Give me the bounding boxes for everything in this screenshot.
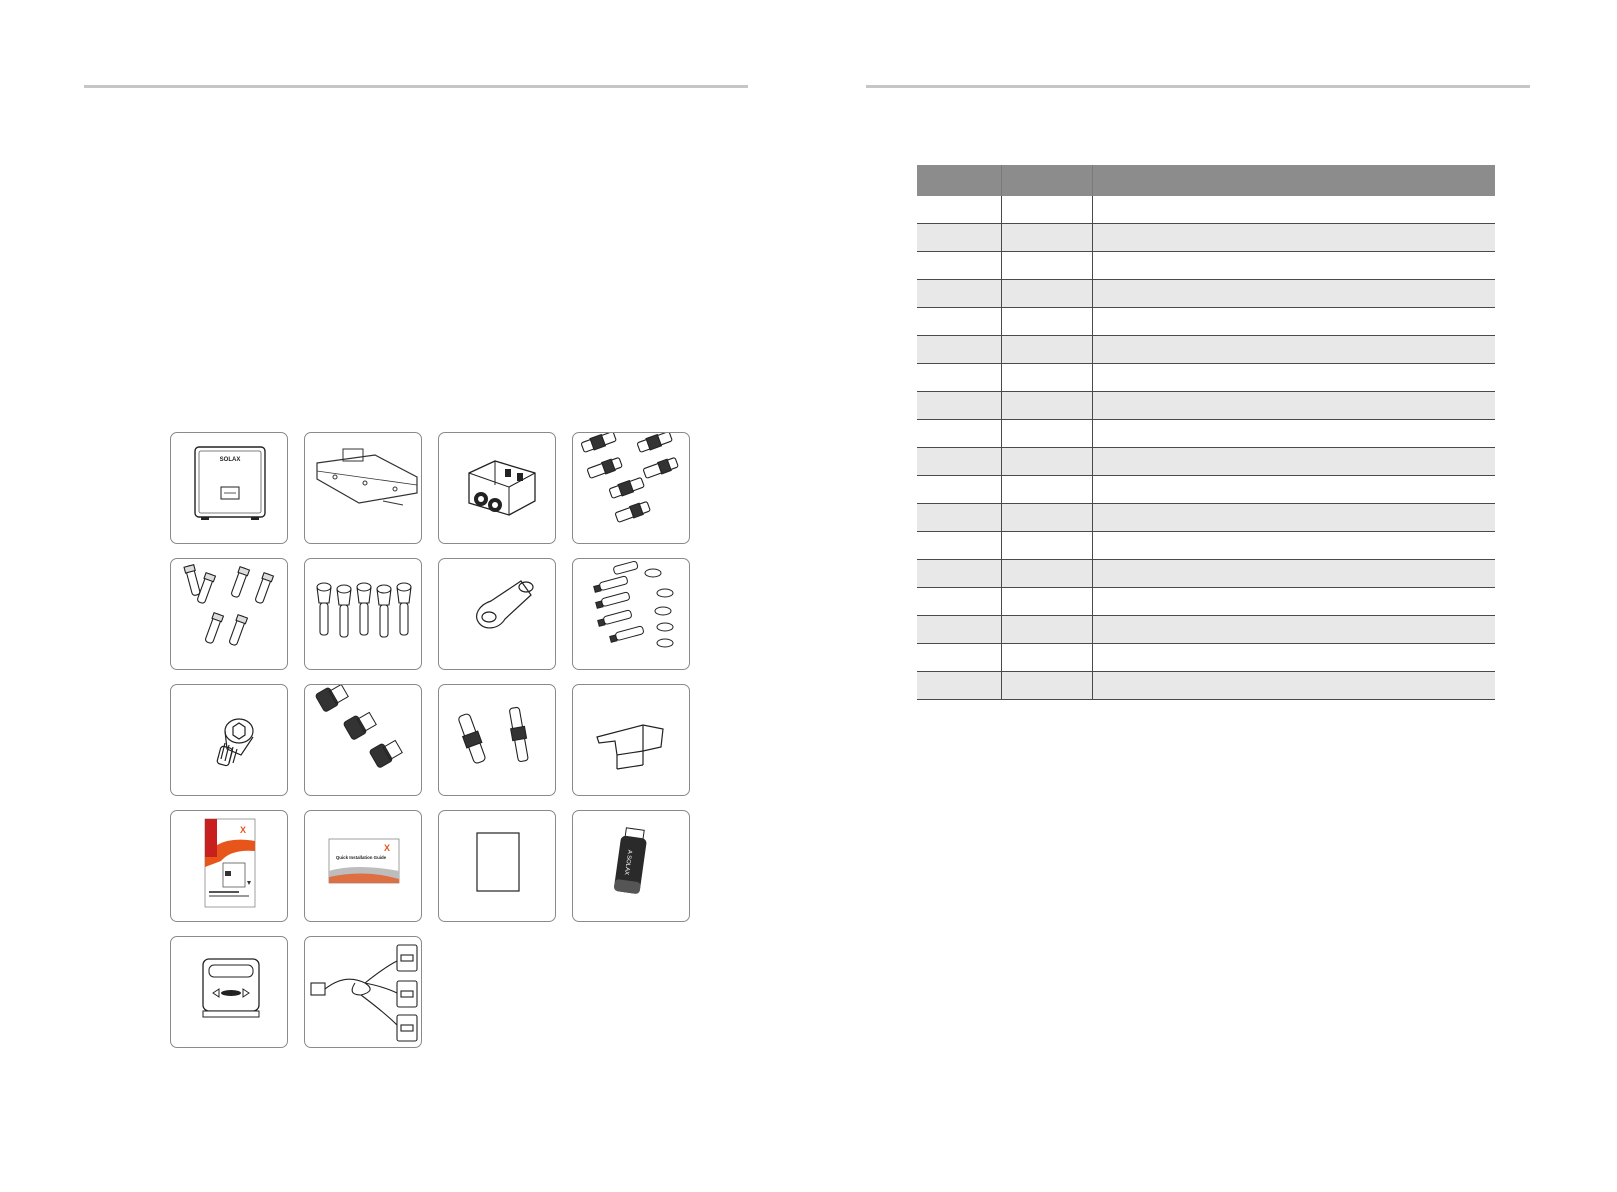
table-cell (1001, 588, 1092, 616)
table-cell (1092, 420, 1495, 448)
inverter-badge: SOLAX (219, 457, 241, 463)
quick-guide-icon (305, 811, 422, 922)
tile-cord-end-terminals (304, 558, 422, 670)
table-cell (917, 560, 1001, 588)
document-sheet-icon (439, 811, 556, 922)
table-cell (1001, 252, 1092, 280)
table-cell (917, 532, 1001, 560)
table-header-cell (1001, 165, 1092, 196)
table-row (917, 336, 1495, 364)
table-cell (1001, 196, 1092, 224)
table-cell (1092, 616, 1495, 644)
table-cell (1001, 448, 1092, 476)
table-cell (1092, 252, 1495, 280)
ring-terminal-icon (439, 559, 556, 670)
tile-dongle-connectors (438, 684, 556, 796)
table-cell (917, 224, 1001, 252)
packing-list-table (917, 165, 1495, 700)
tile-doc-sheet (438, 810, 556, 922)
table-row (917, 308, 1495, 336)
tile-pv-pin-contacts (170, 558, 288, 670)
table-body (917, 196, 1495, 700)
guide-title: Quick Installation Guide (335, 855, 387, 860)
table-cell (1092, 560, 1495, 588)
table-row (917, 476, 1495, 504)
tile-unlocking-tool (572, 684, 690, 796)
cord-end-terminal-icon (305, 559, 422, 670)
user-manual-icon (171, 811, 288, 922)
tile-terminal-block (438, 432, 556, 544)
table-cell (1092, 448, 1495, 476)
table-cell (917, 504, 1001, 532)
table-cell (1001, 364, 1092, 392)
table-cell (1092, 308, 1495, 336)
dongle-label: A SOLAX (622, 849, 633, 876)
table-cell (1092, 336, 1495, 364)
tile-pv-connectors (572, 432, 690, 544)
table-cell (1001, 308, 1092, 336)
table-row (917, 616, 1495, 644)
table-cell (1092, 196, 1495, 224)
tile-user-manual (170, 810, 288, 922)
tile-ct-set (304, 936, 422, 1048)
table-cell (1092, 588, 1495, 616)
tile-inverter (170, 432, 288, 544)
tile-hex-screw (170, 684, 288, 796)
table-cell (1092, 476, 1495, 504)
table-row (917, 224, 1495, 252)
table-cell (917, 420, 1001, 448)
table-row (917, 532, 1495, 560)
table-cell (1092, 280, 1495, 308)
table-cell (1092, 392, 1495, 420)
table-cell (917, 448, 1001, 476)
table-cell (1001, 420, 1092, 448)
table-cell (1092, 224, 1495, 252)
table-cell (1001, 672, 1092, 700)
table-cell (1001, 616, 1092, 644)
table-cell (1001, 644, 1092, 672)
tile-rj45-connectors (304, 684, 422, 796)
rj45-connector-icon (305, 685, 422, 796)
table-header-row (917, 165, 1495, 196)
tile-smart-meter (170, 936, 288, 1048)
table-cell (917, 588, 1001, 616)
table-header-cell (917, 165, 1001, 196)
pin-contact-icon (171, 559, 288, 670)
table-cell (917, 644, 1001, 672)
table-cell (1092, 532, 1495, 560)
table-cell (1001, 504, 1092, 532)
usb-dongle-icon (573, 811, 690, 922)
table-cell (1001, 280, 1092, 308)
table-cell (917, 336, 1001, 364)
table-cell (1001, 476, 1092, 504)
table-header-cell (1092, 165, 1495, 196)
table-row (917, 560, 1495, 588)
table-row (917, 364, 1495, 392)
table-cell (1001, 392, 1092, 420)
table-cell (917, 672, 1001, 700)
meter-icon (171, 937, 288, 1048)
table-row (917, 252, 1495, 280)
table-cell (917, 196, 1001, 224)
table-cell (1001, 336, 1092, 364)
table-cell (917, 308, 1001, 336)
table-row (917, 420, 1495, 448)
tile-wifi-dongle (572, 810, 690, 922)
table-row (917, 448, 1495, 476)
table-cell (1001, 532, 1092, 560)
terminal-block-icon (439, 433, 556, 544)
guide-brand-mark: X (383, 843, 391, 853)
table-row (917, 504, 1495, 532)
manual-brand-mark: X (239, 825, 247, 835)
table-cell (1001, 560, 1092, 588)
unlocking-tool-icon (573, 685, 690, 796)
waterproof-connector-icon (439, 685, 556, 796)
table-cell (917, 392, 1001, 420)
table-row (917, 672, 1495, 700)
tile-ot-terminal (438, 558, 556, 670)
table-row (917, 196, 1495, 224)
table-cell (917, 252, 1001, 280)
table-row (917, 644, 1495, 672)
table-row (917, 392, 1495, 420)
table-cell (1092, 504, 1495, 532)
expansion-bolt-icon (573, 559, 690, 670)
table-row (917, 588, 1495, 616)
right-page-header-rule (866, 85, 1530, 88)
table-cell (1092, 672, 1495, 700)
table-cell (917, 616, 1001, 644)
tile-bracket (304, 432, 422, 544)
ct-clamp-icon (305, 937, 422, 1048)
inverter-icon (171, 433, 288, 544)
table-cell (1001, 224, 1092, 252)
table-cell (917, 280, 1001, 308)
tile-expansion-bolts (572, 558, 690, 670)
hex-screw-icon (171, 685, 288, 796)
table-cell (1092, 644, 1495, 672)
table-cell (917, 364, 1001, 392)
mounting-bracket-icon (305, 433, 422, 544)
table-cell (917, 476, 1001, 504)
left-page-header-rule (84, 85, 748, 88)
tile-quick-guide (304, 810, 422, 922)
pv-connector-icon (573, 433, 690, 544)
table-cell (1092, 364, 1495, 392)
table-row (917, 280, 1495, 308)
